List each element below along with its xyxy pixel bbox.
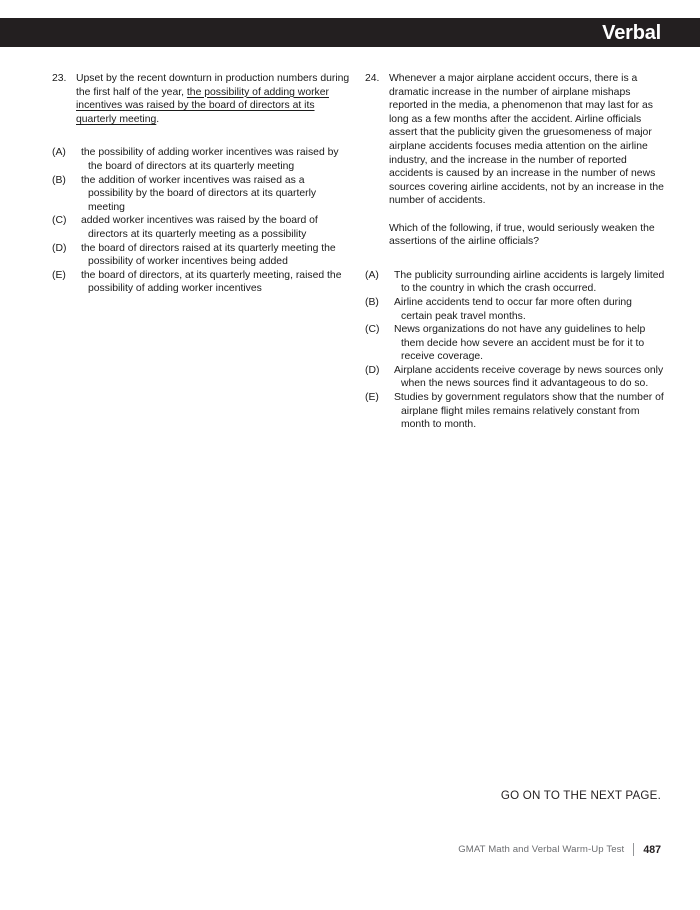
choice-text: News organizations do not have any guidelines to help them decide how severe an accident must be for it to receive coverage.: [394, 324, 646, 363]
answer-choices-23: [52, 146, 352, 296]
question-24: [365, 72, 665, 208]
question-prompt: Which of the following, if true, would seriously weaken the assertions of the airline officials?: [389, 222, 655, 248]
choice-e[interactable]: [365, 391, 665, 432]
page-title: Verbal: [602, 21, 661, 44]
choice-text: added worker incentives was raised by the board of directors at its quarterly meeting as a possibility: [81, 215, 318, 240]
choice-label: (C): [365, 324, 380, 336]
choice-c[interactable]: [365, 323, 665, 364]
choice-d[interactable]: [365, 364, 665, 391]
column-right: [365, 72, 665, 432]
choice-label: (A): [365, 269, 379, 281]
choice-text: Studies by government regulators show that the number of airplane flight miles remains relatively constant from month to month.: [394, 392, 664, 431]
choice-label: (B): [365, 296, 379, 308]
choice-label: (C): [52, 215, 67, 227]
page-footer: [0, 843, 661, 856]
choice-c[interactable]: [52, 214, 352, 241]
column-left: [52, 72, 352, 296]
choice-b[interactable]: [365, 296, 665, 323]
footer-divider: [633, 843, 634, 856]
choice-text: the board of directors raised at its quarterly meeting the possibility of worker incentives being added: [81, 242, 336, 268]
page-header-bar: [0, 18, 700, 47]
choice-text: the possibility of adding worker incentives was raised by the board of directors at its quarterly meeting: [81, 147, 339, 172]
stem-part-plain: Upset by the recent downturn in production numbers during the first half of the year,: [76, 73, 350, 98]
choice-text: the addition of worker incentives was raised as a possibility by the board of directors at its quarterly meeting: [81, 174, 317, 213]
footer-book-title: GMAT Math and Verbal Warm-Up Test: [458, 844, 625, 855]
answer-choices-24: [365, 269, 665, 432]
question-stem: Whenever a major airplane accident occurs, there is a dramatic increase in the number of airplane mishaps reported in the media, a phenomenon that may last for as long as a few months after the accident. Airline officials assert that the publicity given the gruesomeness of major airplane accidents focuses media attention on the airline industry, and the increase in the number of reported accidents is caused by an increase in the number of news sources covering airline accidents, not by an increase in the number of accidents.: [389, 73, 664, 207]
choice-label: (E): [365, 392, 379, 404]
choice-label: (A): [52, 147, 66, 159]
choice-e[interactable]: [52, 269, 352, 296]
stem-part-underlined: the possibility of adding worker incentives was raised by the board of directors at its quarterly meeting: [76, 86, 329, 125]
choice-text: Airline accidents tend to occur far more often during certain peak travel months.: [394, 296, 632, 322]
choice-text: the board of directors, at its quarterly meeting, raised the possibility of adding worker incentives: [81, 269, 342, 295]
footer-page-number: 487: [643, 843, 661, 856]
choice-label: (B): [52, 174, 66, 186]
content-columns: [0, 72, 700, 432]
stem-part-trailing: .: [156, 113, 160, 125]
question-stem: [76, 72, 352, 126]
choice-text: The publicity surrounding airline accidents is largely limited to the country in which the crash occurred.: [394, 269, 665, 295]
choice-label: (D): [365, 364, 380, 376]
choice-b[interactable]: [52, 174, 352, 215]
choice-a[interactable]: [52, 146, 352, 173]
choice-label: (D): [52, 242, 67, 254]
question-number: 23.: [52, 73, 67, 84]
choice-label: (E): [52, 269, 66, 281]
question-number: 24.: [365, 73, 380, 84]
question-23: [52, 72, 352, 126]
choice-d[interactable]: [52, 242, 352, 269]
choice-a[interactable]: [365, 269, 665, 296]
choice-text: Airplane accidents receive coverage by news sources only when the news sources find it advantageous to do so.: [394, 364, 664, 390]
go-on-notice: GO ON TO THE NEXT PAGE.: [500, 789, 661, 802]
